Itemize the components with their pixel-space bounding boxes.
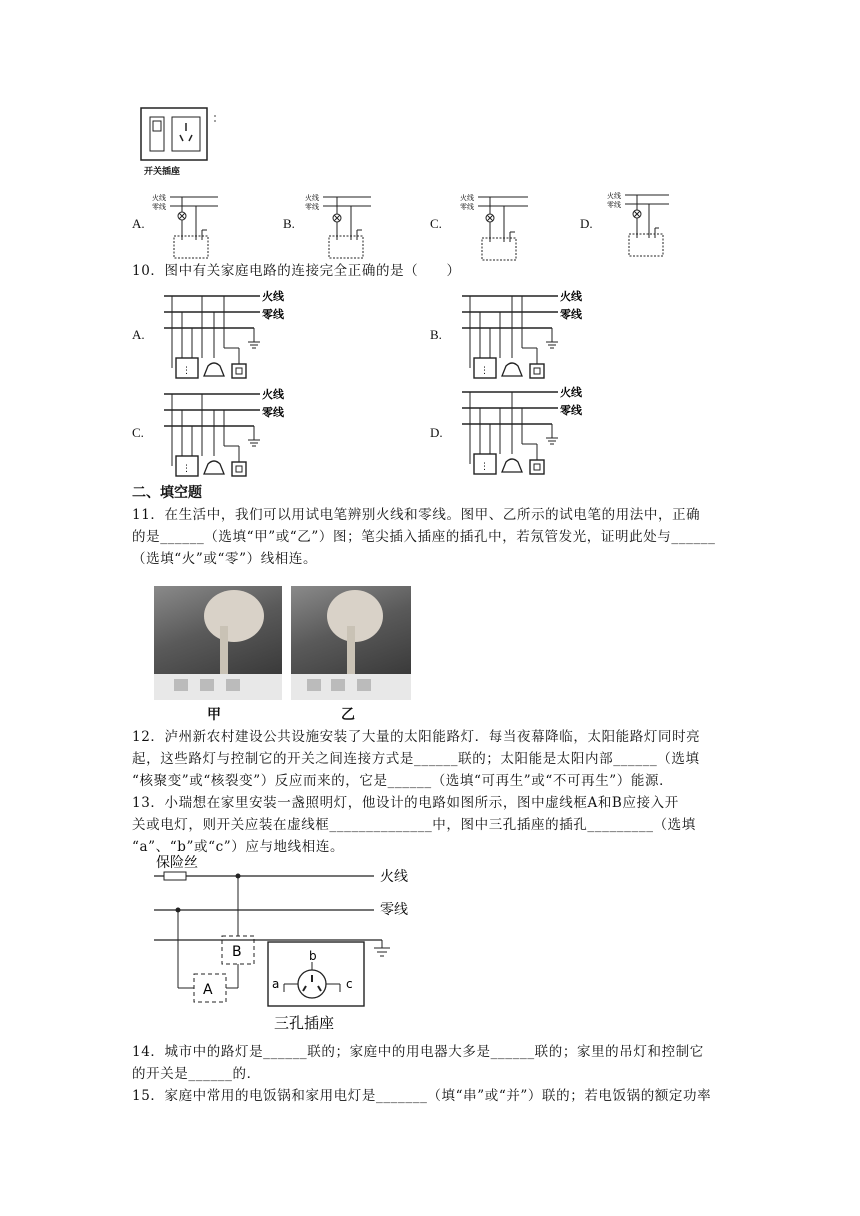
q13-line-1: 13．小瑞想在家里安装一盏照明灯，他设计的电路如图所示，图中虚线框A和B应接入开: [132, 795, 679, 811]
q11-line-1: 11．在生活中，我们可以用试电笔辨别火线和零线。图甲、乙所示的试电笔的用法中，正确: [132, 507, 701, 523]
test-pen-photo-icon: [291, 586, 411, 700]
photo-jia: [154, 586, 282, 700]
q10-option-d-label: D.: [430, 425, 443, 440]
q10-zero-label: 零线: [262, 308, 284, 321]
q14-line-1: 14．城市中的路灯是______联的；家庭中的用电器大多是______联的；家里的吊灯和控制它: [132, 1044, 704, 1060]
zero-label: 零线: [380, 902, 408, 918]
test-pen-photo-icon: [154, 586, 282, 700]
q10-diagram-b: [460, 288, 590, 388]
svg-text:⋮: ⋮: [182, 464, 191, 474]
q10-zero-label: 零线: [262, 406, 284, 419]
q9-diagram-b: [305, 190, 375, 266]
q9-fire-label: 火线: [460, 194, 474, 202]
svg-text:⋮: ⋮: [182, 366, 191, 376]
q9-zero-label: 零线: [607, 201, 621, 209]
box-a-label: A: [203, 982, 213, 998]
q10-diagram-c: [162, 386, 292, 486]
q9-diagram-d: [603, 188, 673, 264]
hole-b-label: b: [309, 949, 317, 963]
q9-zero-label: 零线: [460, 203, 474, 211]
photo-yi: [291, 586, 411, 700]
q10-fire-label: 火线: [560, 290, 582, 303]
q10-diagram-a: [162, 288, 292, 388]
q11-line-2: 的是______（选填“甲”或“乙”）图；笔尖插入插座的插孔中，若氖管发光，证明此处与______: [132, 529, 716, 545]
q10-option-a-label: A.: [132, 327, 145, 342]
q9-diagram-c: [452, 190, 532, 266]
q10-fire-label: 火线: [262, 290, 284, 303]
q10-zero-label: 零线: [560, 404, 582, 417]
q9-option-d-label: D.: [580, 216, 593, 231]
switch-socket-caption: 开关插座: [144, 167, 181, 177]
hole-c-label: c: [346, 977, 353, 991]
svg-text:⋮: ⋮: [480, 366, 489, 376]
q11-line-3: （选填“火”或“零”）线相连。: [132, 551, 318, 567]
q9-fire-label: 火线: [607, 192, 621, 200]
q13-circuit-diagram: [152, 850, 422, 1036]
fire-label: 火线: [380, 869, 408, 885]
q9-option-b-label: B.: [283, 216, 295, 231]
q10-option-c-label: C.: [132, 425, 144, 440]
q14-line-2: 的开关是______的．: [132, 1066, 261, 1082]
q13-line-2: 关或电灯，则开关应装在虚线框______________中，图中三孔插座的插孔_________（选填: [132, 817, 696, 833]
q10-diagram-d: [460, 384, 590, 484]
q9-zero-label: 零线: [152, 203, 166, 211]
switch-socket-figure: [140, 107, 218, 179]
box-b-label: B: [232, 944, 242, 960]
q10-question: 10．图中有关家庭电路的连接完全正确的是（ ）: [132, 263, 461, 279]
q12-line-3: “核聚变”或“核裂变”）反应而来的，它是______（选填“可再生”或“不可再生”）能源．: [132, 773, 674, 789]
socket-caption: 三孔插座: [274, 1014, 335, 1032]
section-title: 二、填空题: [132, 485, 202, 501]
q13-line-3: “a”、“b”或“c”）应与地线相连。: [132, 839, 345, 855]
q12-line-1: 12．泸州新农村建设公共设施安装了大量的太阳能路灯．每当夜幕降临，太阳能路灯同时亮: [132, 729, 701, 745]
q9-fire-label: 火线: [305, 194, 319, 202]
q9-diagram-a: [152, 190, 222, 266]
three-hole-socket-icon: [298, 970, 326, 998]
hole-a-label: a: [272, 977, 280, 991]
label-jia: 甲: [207, 707, 221, 723]
q10-zero-label: 零线: [560, 308, 582, 321]
q9-option-a-label: A.: [132, 216, 145, 231]
q10-fire-label: 火线: [560, 386, 582, 399]
q10-fire-label: 火线: [262, 388, 284, 401]
q9-zero-label: 零线: [305, 203, 319, 211]
q15-line-1: 15．家庭中常用的电饭锅和家用电灯是_______（填“串”或“并”）联的；若电饭锅的额定功率: [132, 1088, 712, 1104]
q10-option-b-label: B.: [430, 327, 442, 342]
svg-text:⋮: ⋮: [480, 462, 489, 472]
q9-option-c-label: C.: [430, 216, 442, 231]
fuse-label: 保险丝: [156, 855, 198, 871]
q12-line-2: 起，这些路灯与控制它的开关之间连接方式是______联的；太阳能是太阳内部______（选填: [132, 751, 700, 767]
label-yi: 乙: [341, 707, 355, 723]
q9-fire-label: 火线: [152, 194, 166, 202]
